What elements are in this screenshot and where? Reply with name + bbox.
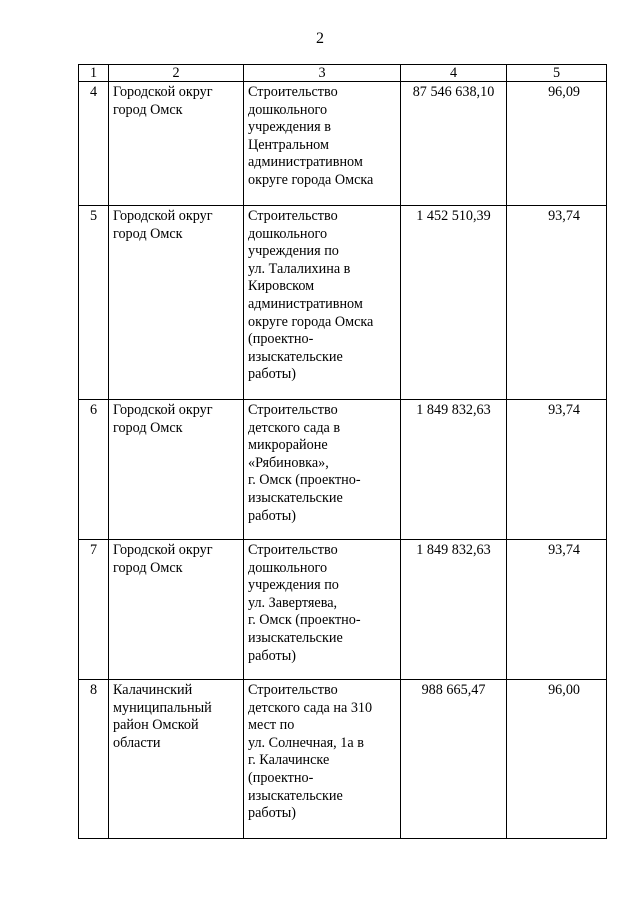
object-cell: Строительство детского сада в микрорайоне «Рябиновка», г. Омск (проектно- изыскательские работы) <box>244 400 401 540</box>
percent-cell: 93,74 <box>507 400 607 540</box>
table-row <box>79 82 607 206</box>
object-cell: Строительство детского сада на 310 мест по ул. Солнечная, 1а в г. Калачинске (проектно- изыскательские работы) <box>244 680 401 839</box>
territory-cell: Городской округ город Омск <box>109 540 244 680</box>
percent-cell: 93,74 <box>507 540 607 680</box>
row-number: 6 <box>79 400 109 540</box>
amount-cell: 1 849 832,63 <box>401 400 507 540</box>
amount-cell: 87 546 638,10 <box>401 82 507 206</box>
column-header-3: 3 <box>244 65 401 82</box>
territory-cell: Городской округ город Омск <box>109 206 244 400</box>
row-number: 4 <box>79 82 109 206</box>
amount-cell: 988 665,47 <box>401 680 507 839</box>
column-header-4: 4 <box>401 65 507 82</box>
amount-cell: 1 452 510,39 <box>401 206 507 400</box>
column-header-2: 2 <box>109 65 244 82</box>
object-cell: Строительство дошкольного учреждения в Центральном административном округе города Омска <box>244 82 401 206</box>
data-table <box>78 64 607 839</box>
row-number: 5 <box>79 206 109 400</box>
percent-cell: 96,00 <box>507 680 607 839</box>
territory-cell: Калачинский муниципальный район Омской области <box>109 680 244 839</box>
page-number: 2 <box>316 30 324 47</box>
territory-cell: Городской округ город Омск <box>109 82 244 206</box>
amount-cell: 1 849 832,63 <box>401 540 507 680</box>
table-row <box>79 206 607 400</box>
percent-cell: 93,74 <box>507 206 607 400</box>
column-header-1: 1 <box>79 65 109 82</box>
table-header-row <box>79 65 607 82</box>
column-header-5: 5 <box>507 65 607 82</box>
table-row <box>79 680 607 839</box>
row-number: 7 <box>79 540 109 680</box>
territory-cell: Городской округ город Омск <box>109 400 244 540</box>
table-row <box>79 400 607 540</box>
row-number: 8 <box>79 680 109 839</box>
table-row <box>79 540 607 680</box>
percent-cell: 96,09 <box>507 82 607 206</box>
object-cell: Строительство дошкольного учреждения по ул. Завертяева, г. Омск (проектно- изыскательские работы) <box>244 540 401 680</box>
object-cell: Строительство дошкольного учреждения по ул. Талалихина в Кировском административном округе города Омска (проектно- изыскательские работы) <box>244 206 401 400</box>
